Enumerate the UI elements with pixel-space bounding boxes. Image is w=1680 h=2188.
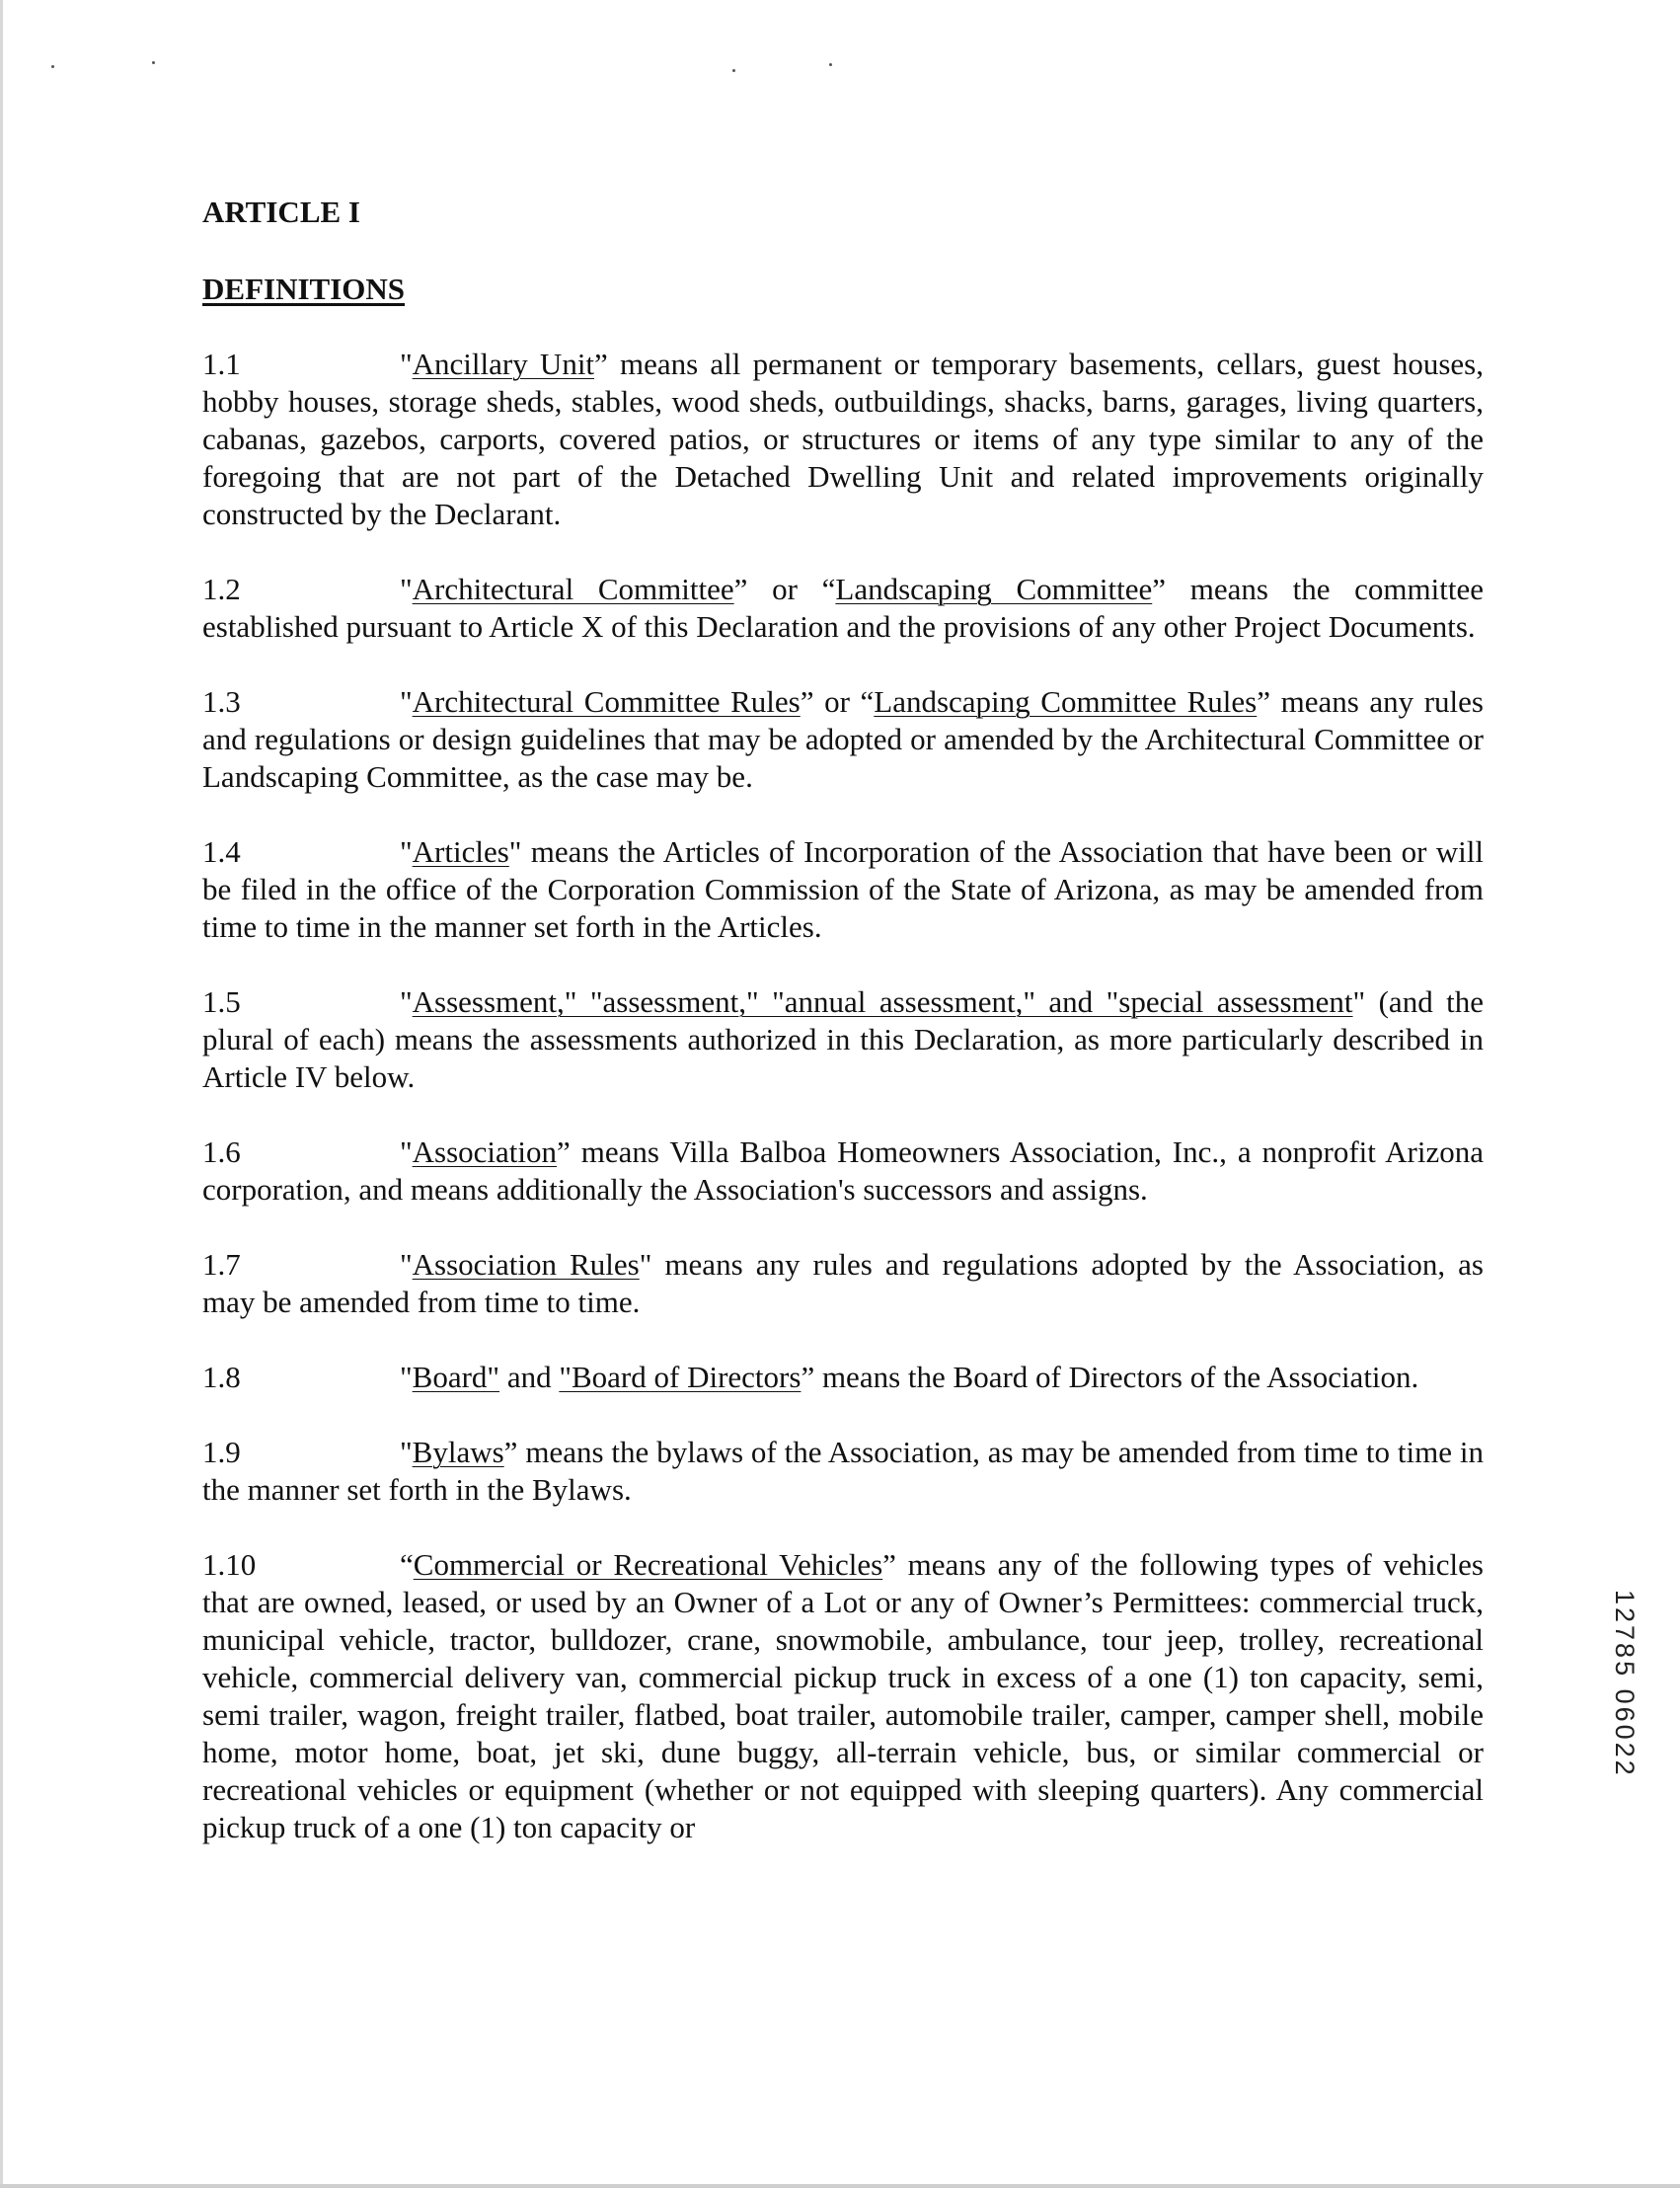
definition-text: ” means any rules and regulations or design guidelines that may be adopted or amended by the Architectural Committee or Landscaping Committee, as the case may be. xyxy=(202,684,1484,794)
definition-item xyxy=(202,983,1484,1096)
definition-number: 1.4 xyxy=(202,834,241,869)
defined-term: Board" xyxy=(412,1360,500,1394)
definition-item xyxy=(202,1246,1484,1321)
defined-term: Ancillary Unit xyxy=(412,347,595,381)
defined-term: Association Rules xyxy=(412,1247,640,1282)
scan-speck xyxy=(829,63,832,66)
definition-text: " xyxy=(400,684,413,719)
defined-term: Commercial or Recreational Vehicles xyxy=(413,1547,883,1582)
defined-term: Assessment," "assessment," "annual assessment," and "special assessment xyxy=(412,984,1353,1019)
defined-term: "Board of Directors xyxy=(559,1360,802,1394)
definition-text: " xyxy=(400,1360,413,1394)
definition-text: ” means Villa Balboa Homeowners Association, Inc., a nonprofit Arizona corporation, and means additionally the Association's successors and assigns. xyxy=(202,1134,1484,1207)
definitions-list xyxy=(202,346,1484,1846)
definition-text: " xyxy=(400,1247,413,1282)
definition-number: 1.8 xyxy=(202,1360,241,1394)
defined-term: Architectural Committee Rules xyxy=(412,684,801,719)
definition-number: 1.5 xyxy=(202,984,241,1019)
definition-item xyxy=(202,833,1484,946)
defined-term: Bylaws xyxy=(412,1435,504,1469)
scan-speck xyxy=(732,69,735,72)
definition-item xyxy=(202,346,1484,533)
definition-number: 1.7 xyxy=(202,1247,241,1282)
definition-text: " xyxy=(400,984,413,1019)
definition-text: " xyxy=(400,834,413,869)
definition-number: 1.9 xyxy=(202,1435,241,1469)
definition-item xyxy=(202,571,1484,646)
definition-number: 1.3 xyxy=(202,684,241,719)
section-heading: DEFINITIONS xyxy=(202,272,405,306)
definition-number: 1.1 xyxy=(202,347,241,381)
definition-text: ” or “ xyxy=(733,572,836,606)
definition-text: " (and the plural of each) means the assessments authorized in this Declaration, as more particularly described in Article IV below. xyxy=(202,984,1484,1094)
defined-term: Landscaping Committee xyxy=(835,572,1153,606)
definition-item xyxy=(202,1359,1484,1396)
article-heading: ARTICLE I xyxy=(202,195,360,229)
defined-term: Articles xyxy=(412,834,509,869)
definition-text: and xyxy=(499,1360,560,1394)
defined-term: Association xyxy=(412,1134,558,1169)
defined-term: Architectural Committee xyxy=(412,572,734,606)
scan-speck xyxy=(152,61,155,64)
definition-item xyxy=(202,1434,1484,1509)
definition-text: " means the Articles of Incorporation of the Association that have been or will be filed in the office of the Corporation Commission of the State of Arizona, as may be amended from time to time in the manner set forth in the Articles. xyxy=(202,834,1484,944)
definition-item xyxy=(202,1546,1484,1846)
scan-bottom-edge xyxy=(0,2184,1680,2188)
definition-text: ” means all permanent or temporary basements, cellars, guest houses, hobby houses, storage sheds, stables, wood sheds, outbuildings, shacks, barns, garages, living quarters, cabanas, gazebos, carports, covered patios, or structures or items of any type similar to any of the foregoing that are not part of the Detached Dwelling Unit and related improvements originally constructed by the Declarant. xyxy=(202,347,1484,531)
definition-text: " xyxy=(400,347,413,381)
definition-text: " xyxy=(400,1435,413,1469)
scan-speck xyxy=(51,65,54,68)
definition-item xyxy=(202,683,1484,796)
document-body xyxy=(202,194,1484,1884)
recording-stamp: 12785 06022 xyxy=(1610,1590,1640,1778)
scan-left-edge xyxy=(0,0,3,2188)
definition-item xyxy=(202,1133,1484,1209)
definition-text: " xyxy=(400,572,413,606)
definition-number: 1.10 xyxy=(202,1547,257,1582)
definition-number: 1.6 xyxy=(202,1134,241,1169)
definition-text: ” means any of the following types of vehicles that are owned, leased, or used by an Owner of a Lot or any of Owner’s Permittees: commercial truck, municipal vehicle, tractor, bulldozer, crane, snowmobile, ambulance, tour jeep, trolley, recreational vehicle, commercial delivery van, commercial pickup truck in excess of a one (1) ton capacity, semi, semi trailer, wagon, freight trailer, flatbed, boat trailer, automobile trailer, camper, camper shell, mobile home, motor home, boat, jet ski, dune buggy, all-terrain vehicle, bus, or similar commercial or recreational vehicles or equipment (whether or not equipped with sleeping quarters). Any commercial pickup truck of a one (1) ton capacity or xyxy=(202,1547,1484,1844)
definition-text: " xyxy=(400,1134,413,1169)
definition-text: ” or “ xyxy=(800,684,875,719)
definition-text: ” means the bylaws of the Association, as may be amended from time to time in the manner set forth in the Bylaws. xyxy=(202,1435,1484,1507)
defined-term: Landscaping Committee Rules xyxy=(874,684,1258,719)
definition-text: ” means the committee established pursuant to Article X of this Declaration and the provisions of any other Project Documents. xyxy=(202,572,1485,644)
definition-text: ” means the Board of Directors of the Association. xyxy=(801,1360,1419,1394)
definition-number: 1.2 xyxy=(202,572,241,606)
definition-text: “ xyxy=(400,1547,414,1582)
definition-text: " means any rules and regulations adopted by the Association, as may be amended from time to time. xyxy=(202,1247,1484,1319)
